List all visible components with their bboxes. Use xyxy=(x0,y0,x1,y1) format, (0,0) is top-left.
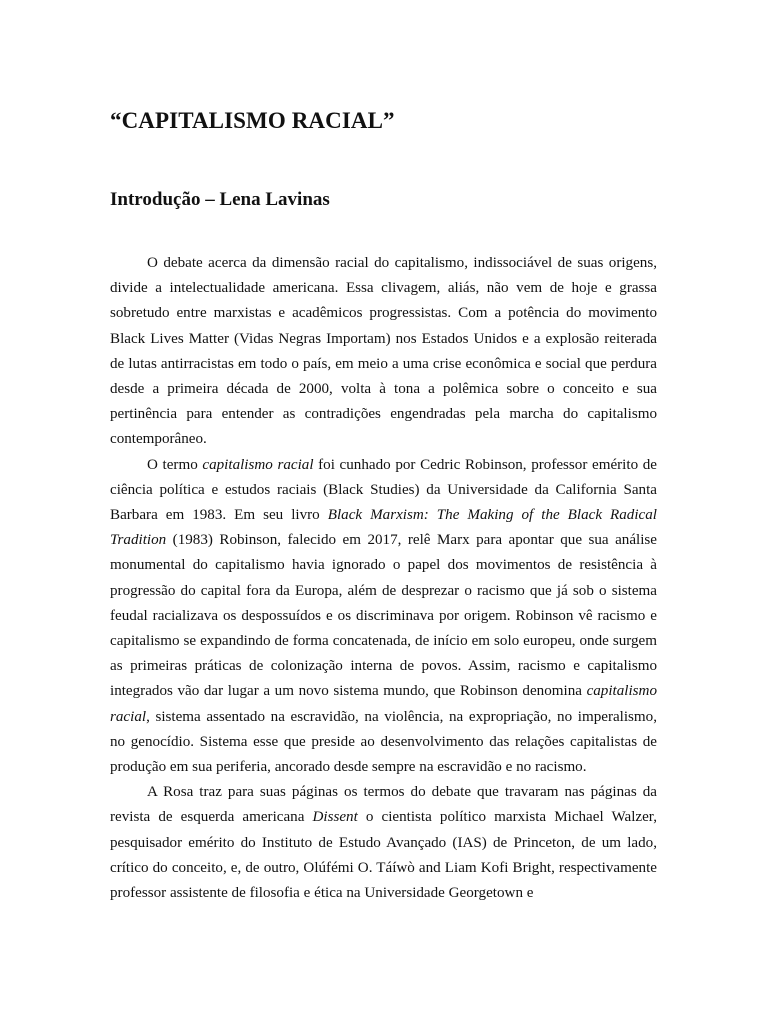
paragraph-2 xyxy=(110,453,657,781)
paragraph-1 xyxy=(110,251,657,453)
document-title: “CAPITALISMO RACIAL” xyxy=(110,108,395,133)
paragraph-2-text-d: , sistema assentado na escravidão, na violência, na expropriação, no imperalismo, no genocídio. Sistema esse que preside ao desenvolvimento das relações capitalistas de produção em sua periferia, ancorado desde sempre na escravidão e no racismo. xyxy=(110,708,657,776)
paragraph-1-text: O debate acerca da dimensão racial do capitalismo, indissociável de suas origens, divide a intelectualidade americana. Essa clivagem, aliás, não vem de hoje e grassa sobretudo entre marxistas e acadêmicos progressistas. Com a potência do movimento Black Lives Matter (Vidas Negras Importam) nos Estados Unidos e a explosão reiterada de lutas antirracistas em todo o país, em meio a uma crise econômica e social que perdura desde a primeira década de 2000, volta à tona a polêmica sobre o conceito e sua pertinência para entender as contradições engendradas pela marcha do capitalismo contemporâneo. xyxy=(110,255,657,448)
paragraph-2-text-c: (1983) Robinson, falecido em 2017, relê Marx para apontar que sua análise monumental do capitalismo havia ignorado o papel dos movimentos de resistência à progressão do capital fora da Europa, além de desprezar o racismo que já sob o sistema feudal racializava os despossuídos e os discriminava por origem. Robinson vê racismo e capitalismo se expandindo de forma concatenada, de início em solo europeu, onde surgem as primeiras práticas de colonização interna de povos. Assim, racismo e capitalismo integrados vão dar lugar a um novo sistema mundo, que Robinson denomina xyxy=(110,532,657,700)
paragraph-2-italic-term: capitalismo racial xyxy=(202,456,314,473)
paragraph-2-text-b: foi cunhado por Cedric Robinson, professor emérito de ciência política e estudos raciais (Black Studies) da Universidade da California Santa Barbara em 1983. Em seu livro xyxy=(110,456,657,524)
paragraph-2-text-a: O termo xyxy=(147,456,203,473)
paragraph-3-magazine-name: Dissent xyxy=(312,809,358,826)
document-body xyxy=(110,251,657,906)
paragraph-2-italic-term-2: capitalismo racial xyxy=(110,683,657,725)
paragraph-3 xyxy=(110,780,657,906)
paragraph-2-book-title: Black Marxism: The Making of the Black Radical Tradition xyxy=(110,507,657,549)
paragraph-3-text-b: o cientista político marxista Michael Walzer, pesquisador emérito do Instituto de Estudo Avançado (IAS) de Princeton, de um lado, crítico do conceito, e, de outro, Olúfémi O. Táíwò and Liam Kofi Bright, respectivamente professor assistente de filosofia e ética na Universidade Georgetown e xyxy=(110,809,657,902)
document-subtitle: Introdução – Lena Lavinas xyxy=(110,189,330,210)
paragraph-3-text-a: A Rosa traz para suas páginas os termos do debate que travaram nas páginas da revista de esquerda americana xyxy=(110,784,657,826)
